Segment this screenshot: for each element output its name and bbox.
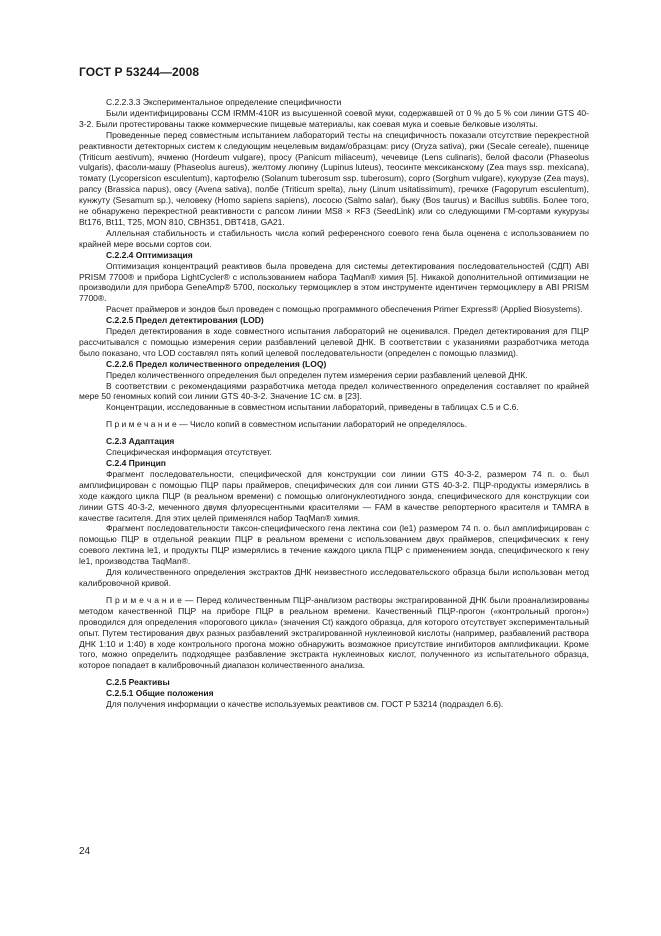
section-heading: C.2.4 Принцип bbox=[106, 458, 166, 468]
section-heading: C.2.5.1 Общие положения bbox=[106, 688, 214, 699]
note: П р и м е ч а н и е — Перед количественным ПЦР-анализом растворы экстрагированной ДНК были проанализированы методом качественной ПЦР на приборе ПЦР в реальном времени. Качественный ПЦР-прогон («контрольный прогон») проводился для определения «порогового цикла» (значения Ct) каждого образца, для которого отсутствует экспериментальный опыт. Путем тестирования двух разных разбавлений экстрагированной нуклеиновой кислоты (например, разбавлений раствора ДНК 1:10 и 1:40) в ходе контрольного прогона можно обнаружить возможное присутствие ингибиторов амплификации. Кроме того, можно определить подходящее разбавление экстракта нуклеиновых кислот, полученного из испытательного образца, которое попадает в калибровочный диапазон количественного анализа. bbox=[79, 594, 589, 671]
paragraph: Аллельная стабильность и стабильность числа копий референсного соевого гена была оценена с использованием по крайней мере восьми сортов сои. bbox=[79, 227, 589, 249]
paragraph: C.2.2.3.3 Экспериментальное определение специфичности bbox=[106, 97, 342, 107]
document-header: ГОСТ Р 53244—2008 bbox=[79, 65, 200, 79]
section-heading: C.2.2.6 Предел количественного определения (LOQ) bbox=[106, 358, 327, 369]
paragraph: Для получения информации о качестве используемых реактивов см. ГОСТ Р 53214 (подраздел 6.6). bbox=[106, 699, 504, 710]
paragraph: Были идентифицированы CCM IRMM-410R из высушенной соевой муки, содержавшей от 0 % до 5 % сои линии GTS 40-3-2. Были протестированы также коммерческие пищевые материалы, как соевая мука и соевые белковые изоляты. bbox=[79, 107, 589, 129]
section-heading: C.2.2.4 Оптимизация bbox=[106, 249, 193, 260]
paragraph: Фрагмент последовательности таксон-специфического гена лектина сои (le1) размером 74 п. о. был амплифицирован с помощью ПЦР в отдельной реакции ПЦР в реальном времени с использованием двух праймеров, специфических к гену соевого лектина le1, и продукты ПЦР измерялись в течение каждого цикла ПЦР с применением зонда, специфического к гену le1, производства TaqMan®. bbox=[79, 523, 589, 567]
paragraph: Специфическая информация отсутствует. bbox=[106, 447, 272, 458]
paragraph: Оптимизация концентраций реактивов была проведена для системы детектирования последовательностей (СДП) ABI PRISM 7700® и прибора LightCycler® с использованием набора TaqMan® химия [5]. Никакой дополнительной оптимизации не производили для прибора GeneAmp® 5700, поскольку термоциклер в этом инструменте идентичен термоциклеру в ABI PRISM 7700®. bbox=[79, 260, 589, 304]
section-heading: C.2.3 Адаптация bbox=[106, 436, 175, 447]
paragraph: Расчет праймеров и зондов был проведен с помощью программного обеспечения Primer Express® (Applied Biosystems). bbox=[106, 304, 583, 315]
section-heading: C.2.5 Реактивы bbox=[106, 677, 170, 688]
paragraph: Предел детектирования в ходе совместного испытания лабораторий не оценивался. Предел детектирования для ПЦР рассчитывался с помощью измерения серии разбавлений целевой ДНК. В соответствии с указаниями разработчика метода было показано, что LOD составлял пять копий целевой последовательности (определен с помощью плазмид). bbox=[79, 326, 589, 358]
note: П р и м е ч а н и е — Число копий в совместном испытании лабораторий не определялось. bbox=[106, 419, 468, 430]
paragraph: Фрагмент последовательности, специфической для конструкции сои линии GTS 40-3-2, размером 74 п. о. был амплифицирован с помощью ПЦР пары праймеров, специфических для сои линии GTS 40-3-2. ПЦР-продукты измерялись в ходе каждого цикла ПЦР (в реальном времени) с помощью олигонуклеотидного зонда, специфического для конструкции сои линии GTS 40-3-2, меченного двумя флуоресцентными красителями — FAM в качестве репортерного красителя и TAMRA в качестве гасителя. Для этих целей применялся набор TaqMan® химия. bbox=[79, 468, 589, 523]
paragraph: Проведенные перед совместным испытанием лабораторий тесты на специфичность показали отсутствие перекрестной реактивности детекторных систем к следующим нецелевым видам/образцам: рису (Oryza sativa), ржи (Secale cereale), пшенице (Triticum aestivum), ячменю (Hordeum vulgare), просу (Panicum miliaceum), чечевице (Lens culinaris), белой фасоли (Phaseolus vulgaris), фасоли-машу (Phaseolus aureus), желтому люпину (Lupinus luteus), теосинте мексиканскому (Zea mays ssp. mexicana), томату (Lycopersicon esculentum), картофелю (Solanum tuberosum ssp. tuberosum), сорго (Sorghum vulgare), кукурузе (Zea mays), рапсу (Brassica napus), овсу (Avena sativa), полбе (Triticum spelta), льну (Linum usitatissimum), гречихе (Fagopyrum esculentum), кунжуту (Sesamum sp.), человеку (Homo sapiens sapiens), лососю (Salmo salar), быку (Bos taurus) и Bacillus subtilis. Более того, не обнаружено перекрестной реактивности с рапсом линии MS8 × RF3 (SeedLink) или со следующими ГМ-сортами кукурузы Bt176, Bt11, T25, MON 810, CBH351, DBT418, GA21. bbox=[79, 129, 589, 227]
paragraph: Концентрации, исследованные в совместном испытании лабораторий, приведены в таблицах C.5 и C.6. bbox=[106, 402, 519, 413]
page-number: 24 bbox=[79, 846, 91, 857]
document-body bbox=[79, 97, 589, 710]
paragraph: В соответствии с рекомендациями разработчика метода предел количественного определения составляет по крайней мере 50 геномных копий сои линии GTS 40-3-2. Значение 1C см. в [23]. bbox=[79, 380, 589, 402]
paragraph: Предел количественного определения был определен путем измерения серии разбавлений целевой ДНК. bbox=[106, 369, 528, 380]
paragraph: Для количественного определения экстрактов ДНК неизвестного исследовательского образца были использован метод калибровочной кривой. bbox=[79, 567, 589, 588]
section-heading: C.2.2.5 Предел детектирования (LOD) bbox=[106, 315, 264, 326]
